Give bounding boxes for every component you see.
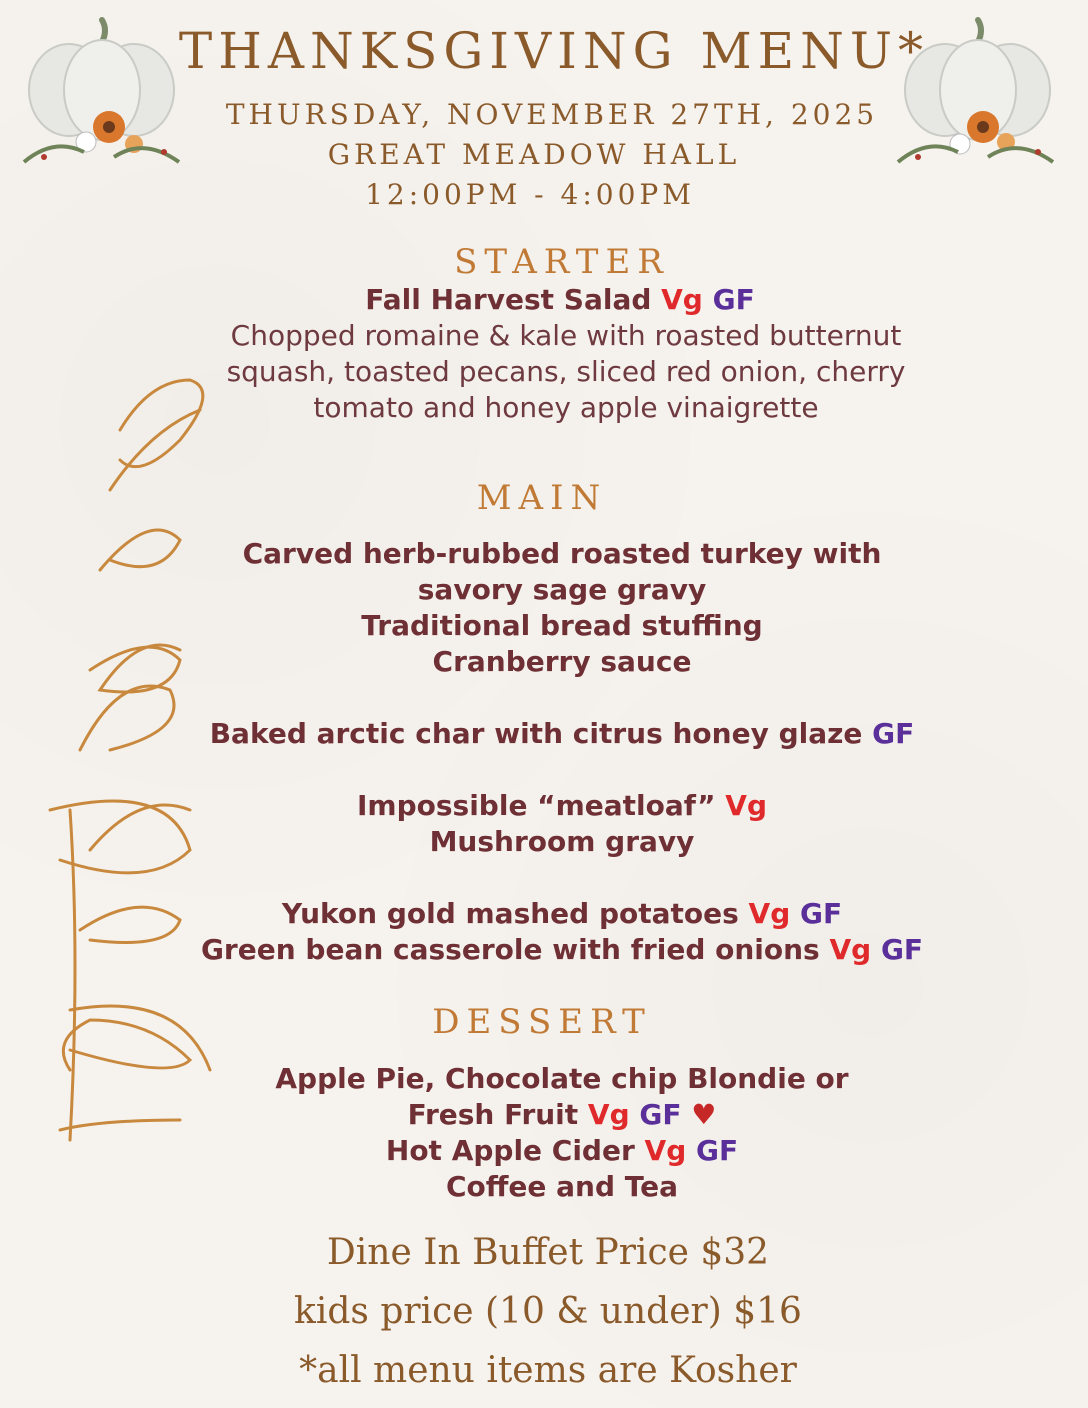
main-turkey-line: savory sage gravy xyxy=(417,573,707,606)
menu-title: THANKSGIVING MENU* xyxy=(178,22,930,80)
starter-dish-name: Fall Harvest Salad xyxy=(365,283,652,316)
main-turkey-line: Traditional bread stuffing xyxy=(361,609,763,642)
main-turkey-line: Carved herb-rubbed roasted turkey with xyxy=(242,537,882,570)
vegan-tag: Vg xyxy=(661,283,703,316)
gluten-free-tag: GF xyxy=(800,897,843,930)
gluten-free-tag: GF xyxy=(696,1134,739,1167)
starter-dish xyxy=(16,283,1088,316)
vegan-tag: Vg xyxy=(725,789,767,822)
fruit-name: Fresh Fruit xyxy=(407,1098,579,1131)
main-mushroom-gravy: Mushroom gravy xyxy=(429,825,695,858)
vegan-tag: Vg xyxy=(587,1098,630,1131)
section-heading-starter: STARTER xyxy=(454,242,670,282)
starter-desc-line: squash, toasted pecans, sliced red onion, cherry xyxy=(226,355,906,388)
starter-desc-line: Chopped romaine & kale with roasted butternut xyxy=(230,319,902,352)
dessert-cider xyxy=(18,1134,1088,1167)
event-date: THURSDAY, NOVEMBER 27TH, 2025 xyxy=(225,98,879,131)
main-arctic-char xyxy=(18,717,1088,750)
dessert-line: Apple Pie, Chocolate chip Blondie or xyxy=(275,1062,849,1095)
heart-icon: ♥ xyxy=(691,1098,717,1131)
vegan-tag: Vg xyxy=(644,1134,687,1167)
green-bean-name: Green bean casserole with fried onions xyxy=(200,933,820,966)
gluten-free-tag: GF xyxy=(880,933,924,966)
potatoes-name: Yukon gold mashed potatoes xyxy=(281,897,739,930)
event-hours: 12:00PM - 4:00PM xyxy=(365,178,695,211)
gluten-free-tag: GF xyxy=(639,1098,682,1131)
section-heading-dessert: DESSERT xyxy=(432,1002,652,1042)
dessert-coffee: Coffee and Tea xyxy=(445,1170,679,1203)
cider-name: Hot Apple Cider xyxy=(385,1134,635,1167)
section-heading-main: MAIN xyxy=(476,478,608,518)
starter-desc-line: tomato and honey apple vinaigrette xyxy=(313,391,819,424)
gluten-free-tag: GF xyxy=(712,283,755,316)
event-venue: GREAT MEADOW HALL xyxy=(327,138,741,171)
vegan-tag: Vg xyxy=(829,933,872,966)
arctic-char-name: Baked arctic char with citrus honey glaze xyxy=(209,717,863,750)
main-potatoes xyxy=(18,897,1088,930)
gluten-free-tag: GF xyxy=(872,717,915,750)
main-green-bean xyxy=(18,933,1088,966)
dessert-fruit xyxy=(18,1098,1088,1131)
main-turkey-line: Cranberry sauce xyxy=(432,645,692,678)
buffet-price: Dine In Buffet Price $32 xyxy=(326,1232,770,1273)
main-meatloaf xyxy=(18,789,1088,822)
kids-price: kids price (10 & under) $16 xyxy=(294,1291,802,1332)
vegan-tag: Vg xyxy=(748,897,791,930)
kosher-note: *all menu items are Kosher xyxy=(299,1350,797,1391)
meatloaf-name: Impossible “meatloaf” xyxy=(357,789,716,822)
